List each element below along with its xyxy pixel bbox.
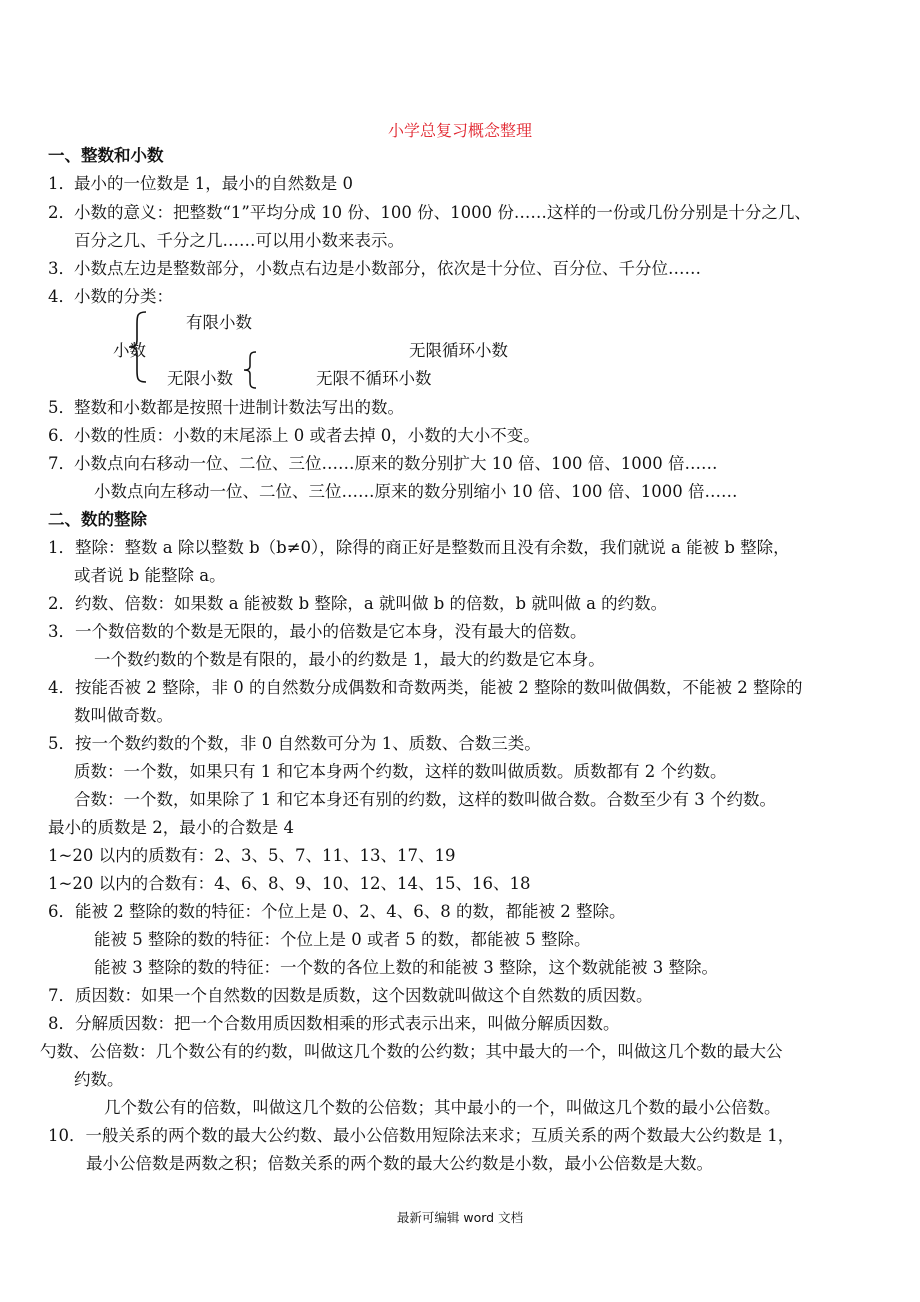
item-text: 小数点左边是整数部分，小数点右边是小数部分，依次是十分位、百分位、千分位…… — [74, 259, 701, 278]
item-continuation: 百分之几、千分之几……可以用小数来表示。 — [74, 231, 404, 250]
brace-left-icon — [126, 310, 150, 384]
item-text: 小数的意义：把整数“1”平均分成 10 份、100 份、1000 份……这样的一份或几份分别是十分之几、 — [74, 203, 811, 222]
item-number: 6． — [48, 426, 75, 445]
list-item — [48, 259, 701, 279]
text-line: 最小的质数是 2，最小的合数是 4 — [48, 818, 294, 837]
list-item — [48, 426, 540, 446]
page-footer: 最新可编辑 word 文档 — [396, 1210, 524, 1225]
text-line: 能被 5 整除的数的特征：个位上是 0 或者 5 的数，都能被 5 整除。 — [94, 930, 591, 949]
document-title: 小学总复习概念整理 — [387, 121, 532, 140]
list-item — [48, 174, 353, 194]
item-text: 小数点向右移动一位、二位、三位……原来的数分别扩大 10 倍、100 倍、1000 倍…… — [74, 454, 718, 473]
class-nonrecurring: 无限不循环小数 — [316, 369, 432, 388]
text-line: 3．一个数倍数的个数是无限的，最小的倍数是它本身，没有最大的倍数。 — [48, 622, 587, 641]
text-line: 8．分解质因数：把一个合数用质因数相乘的形式表示出来，叫做分解质因数。 — [48, 1014, 620, 1033]
text-line: 数叫做奇数。 — [74, 706, 173, 725]
text-line: 4．按能否被 2 整除，非 0 的自然数分成偶数和奇数两类，能被 2 整除的数叫做偶数，不能被 2 整除的 — [48, 678, 803, 697]
item-text: 整数和小数都是按照十进制计数法写出的数。 — [74, 398, 404, 417]
item-text: 小数的分类： — [74, 287, 173, 306]
item-number: 7． — [48, 454, 75, 473]
item-number: 4． — [48, 287, 75, 306]
class-recurring: 无限循环小数 — [409, 341, 508, 360]
text-line: 约数。 — [74, 1070, 124, 1089]
list-item — [48, 398, 404, 418]
text-line: 能被 3 整除的数的特征：一个数的各位上数的和能被 3 整除，这个数就能被 3 整除。 — [94, 958, 718, 977]
text-line: 几个数公有的倍数，叫做这几个数的公倍数；其中最小的一个，叫做这几个数的最小公倍数。 — [104, 1098, 781, 1117]
item-continuation: 小数点向左移动一位、二位、三位……原来的数分别缩小 10 倍、100 倍、1000 倍…… — [94, 482, 738, 501]
item-number: 2． — [48, 203, 75, 222]
text-line: 合数：一个数，如果除了 1 和它本身还有别的约数，这样的数叫做合数。合数至少有 3 个约数。 — [74, 790, 776, 809]
text-line: 1~20 以内的合数有：4、6、8、9、10、12、14、15、16、18 — [48, 874, 531, 893]
section1-heading: 一、整数和小数 — [48, 146, 164, 165]
text-line: 1~20 以内的质数有：2、3、5、7、11、13、17、19 — [48, 846, 456, 865]
class-root: 小数 — [113, 341, 146, 360]
text-line: 10．一般关系的两个数的最大公约数、最小公倍数用短除法来求；互质关系的两个数最大公约数是 1， — [48, 1126, 795, 1145]
item-number: 5． — [48, 398, 75, 417]
list-item — [48, 203, 811, 223]
text-line: 或者说 b 能整除 a。 — [74, 566, 226, 585]
class-infinite: 无限小数 — [167, 369, 233, 388]
text-line: 2．约数、倍数：如果数 a 能被数 b 整除，a 就叫做 b 的倍数，b 就叫做 a 的约数。 — [48, 594, 668, 613]
list-item — [48, 287, 173, 307]
brace-inner-icon — [241, 350, 259, 390]
text-line: 勺数、公倍数：几个数公有的约数，叫做这几个数的公约数；其中最大的一个，叫做这几个数的最大公 — [40, 1042, 783, 1061]
text-line: 1．整除：整数 a 除以整数 b（b≠0），除得的商正好是整数而且没有余数，我们就说 a 能被 b 整除， — [48, 538, 790, 557]
item-text: 最小的一位数是 1，最小的自然数是 0 — [74, 174, 353, 193]
class-finite: 有限小数 — [186, 313, 252, 332]
text-line: 质数：一个数，如果只有 1 和它本身两个约数，这样的数叫做质数。质数都有 2 个约数。 — [74, 762, 727, 781]
text-line: 5．按一个数约数的个数，非 0 自然数可分为 1、质数、合数三类。 — [48, 734, 541, 753]
item-number: 3． — [48, 259, 75, 278]
text-line: 一个数约数的个数是有限的，最小的约数是 1，最大的约数是它本身。 — [94, 650, 605, 669]
section2-heading: 二、数的整除 — [48, 510, 147, 529]
item-text: 小数的性质：小数的末尾添上 0 或者去掉 0，小数的大小不变。 — [74, 426, 540, 445]
text-line: 最小公倍数是两数之积；倍数关系的两个数的最大公约数是小数，最小公倍数是大数。 — [86, 1154, 713, 1173]
text-line: 7．质因数：如果一个自然数的因数是质数，这个因数就叫做这个自然数的质因数。 — [48, 986, 653, 1005]
item-number: 1． — [48, 174, 75, 193]
list-item — [48, 454, 717, 474]
text-line: 6．能被 2 整除的数的特征：个位上是 0、2、4、6、8 的数，都能被 2 整除。 — [48, 902, 626, 921]
